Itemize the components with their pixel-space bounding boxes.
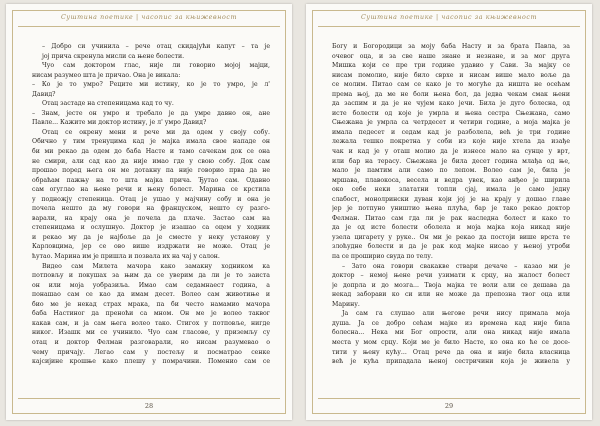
text-line: нисам разумео шта је причао. Она је викала: <box>32 71 181 79</box>
text-line: Отац застаде на степеницама кад то чу. <box>42 100 174 108</box>
footer-rule <box>318 398 580 399</box>
text-line: Фелман. Питао сам гда ли је рак наследна болест и како то <box>332 214 570 222</box>
running-header: Суштина поетике | часопис за књижевност <box>360 14 538 21</box>
text-line: Давид? <box>32 90 56 98</box>
text-line: па се проширио свуда по телу. <box>332 253 433 261</box>
text-line: јој прича скренула мисли са њене болести. <box>42 52 185 60</box>
text-line: чему причају. Легао сам у постељу и посматрао сенке <box>32 348 270 356</box>
text-line: сам огуглао на њене речи и њену болест. Марина се крстила <box>32 186 270 194</box>
header-rule <box>18 26 280 27</box>
right-page-body-text <box>332 42 570 367</box>
text-line: – Зато она говори свакакве ствари дечаче – казао ми је <box>342 262 570 270</box>
left-page <box>6 4 292 420</box>
text-line: доктор – немој њене речи узимати к срцу, на жалост болест <box>332 272 570 280</box>
text-line: према њој, да ме не боли њена бол, да једва чекам смак њени <box>332 90 570 98</box>
text-line: око себе неки злататни топли сјај, имала је само једну <box>332 186 570 194</box>
right-page <box>306 4 592 420</box>
text-line: он или моја уобразиља. Имао сам седамнаест година, а <box>32 281 270 289</box>
text-line: био ме је некад страх мрака, па би често намамио мачора <box>32 300 270 308</box>
text-line: степеницама и ослушнуо. Доктор је изашао са оцем у ходник <box>32 224 270 232</box>
text-line: кајсијине крошње како плешу у помрачини. Поменио сам се <box>32 358 270 366</box>
text-line: прошао поред њега он ме дотакну па није говорио прва да не <box>32 167 270 175</box>
text-line: мало је памтим али само по лепом. Волео сам је, била је <box>332 167 570 175</box>
text-line: у подножју степеница. Отац је ушао у мајчину собу и она је <box>32 195 270 203</box>
text-line: болесна... Нека ми Бог опрости, али она никад није имала <box>332 329 570 337</box>
text-line: или бар на терасу. Сњежана је била десет година млађа од ње, <box>332 157 570 165</box>
text-line: већ је кућа припадала њеној сестричини која је живела у <box>332 358 570 366</box>
text-line: обраћам пажњу на то шта мајка прича. Ђутао сам. Одавно <box>32 176 270 184</box>
text-line: очевог оца, и за све наше знане и незнане, и за мог друга <box>332 52 570 60</box>
text-line: Ја сам га слушао али његове речи нису примала моја <box>342 310 570 318</box>
text-line: какав сам, и ја сам њега волео тако. Стигох у потповље, нигде <box>32 319 270 327</box>
text-line: злоћудне болести и да је рак код мајке нисао у њеној утроби <box>332 243 570 251</box>
text-line: мршава, плавокоса, весела и ведра увек, као анђео је ширила <box>332 176 570 184</box>
text-line: Богу и Богородици за моју баба Насту и за брата Павла, за <box>332 43 570 50</box>
text-line: Обично у тим тренуцима кад је мајка имала свое нападе он <box>32 138 270 146</box>
text-line: Чуо сам доктором глас, није ли говорио мојој мајци, <box>42 62 270 70</box>
text-line: места у мом срцу. Који ме је било Насте, ко она ко ће се досе- <box>332 338 570 346</box>
text-line: би ми рекао да одем до баба Насте и тамо сачекам док се она <box>32 148 270 156</box>
page-number: 28 <box>144 402 154 410</box>
text-line: – Ко је то умро? Реците ми истину, ко је то умро, је л' <box>32 81 270 89</box>
footer-rule <box>18 398 280 399</box>
text-line: потповљу и покушах за њим да се уверим да ли је то заиста <box>32 272 270 280</box>
text-line: почела нешто да му говори на француском, нешто су разго- <box>32 205 270 213</box>
text-line: исте болести од које је умрла и њена сестра Сњежана, само <box>332 109 570 117</box>
text-line: Карловцима, јер се ово више издржати не може. Отац је <box>32 243 270 251</box>
text-line: да је од исте болести оболела и моја мајка која никад није <box>332 224 570 232</box>
text-line: – Знам, јесте он умро и требало је да умре давно он, ане <box>32 109 270 117</box>
page-number: 29 <box>444 402 454 410</box>
text-line: јер је потпуно уништио њена плућа, бар је тако рекао доктор <box>332 205 570 213</box>
text-line: некад заборави ко си или не може да препозна твог оца или <box>332 291 570 299</box>
text-line: Павле... Кажите ми доктор истину, је л' умро Давид? <box>32 119 207 127</box>
text-line: душа. Ја се добро сећам мајке из времена кад није била <box>332 319 570 327</box>
text-line: баба Настиног да преноћи са мном. Он ме је волео таквог <box>32 310 270 318</box>
text-line: отац и доктор Фелман разговарали, но нисам разумевао о <box>32 338 270 346</box>
text-line: понашао сам се као да имам десет. Волео сам животиње и <box>32 291 270 299</box>
text-line: Сњежана је умрла са четрдесет и четири године, а моја мајка је <box>332 119 570 127</box>
header-rule <box>318 26 580 27</box>
text-line: узела цигарету у руке.. Он ми је рекао да постоји више врста те <box>332 233 570 241</box>
text-line: лежала тешко покретна у соби из које није хтела да изађе <box>332 138 570 146</box>
text-line: ћутао. Марина им је пришла и позвала их на чај у салон. <box>32 253 220 261</box>
text-line: Марину. <box>332 300 360 308</box>
text-line: и рекао му да је најбоље да је сместе у неку установу у <box>32 233 270 241</box>
text-line: да заспим и да је не чујем како јечи. Била је дуго болесна, од <box>332 100 570 108</box>
text-line: Видео сам Милета мачора како замакну ходником ка <box>42 262 270 270</box>
text-line: не смири, али сад као да није имао где у свою собу. Док сам <box>32 157 270 165</box>
running-header: Суштина поетике | часопис за књижевност <box>60 14 238 21</box>
text-line: варали, на крају она је почела да плаче. Застао сам на <box>32 214 270 222</box>
text-line: нисам помолио, није било сврхе и нисам више мало воље да <box>332 71 570 79</box>
text-line: се молим. Питао сам се како је то могуће да ништа не осећам <box>332 81 570 89</box>
text-line: имала педесет и седам кад је разболела, већ је три године <box>332 128 570 136</box>
text-line: слабост, монолрински дуван који јој је на крају у дошао главе <box>332 195 570 203</box>
text-line: никог. Изашк ми се учинило. Чуо сам гласове, у приземљу су <box>32 329 270 337</box>
text-line: тити у њену кућу... Отац рече да она и није била власница <box>332 348 570 356</box>
text-line: Отац се окрену мени и рече ми да одем у своју собу. <box>42 128 270 136</box>
text-line: чак и кад је у оташ молио да је изнесе мало на сунце у врт, <box>332 148 570 156</box>
text-line: Мишка који се пре три године удавио у Сави. За мајку се <box>332 62 570 70</box>
left-page-body-text <box>32 42 270 367</box>
text-line: је допрла и до мозга... Твоја мајка те воли али се дешава да <box>332 281 570 289</box>
text-line: – Добро си учинила – рече отац скидајући капут – та је <box>42 43 270 50</box>
